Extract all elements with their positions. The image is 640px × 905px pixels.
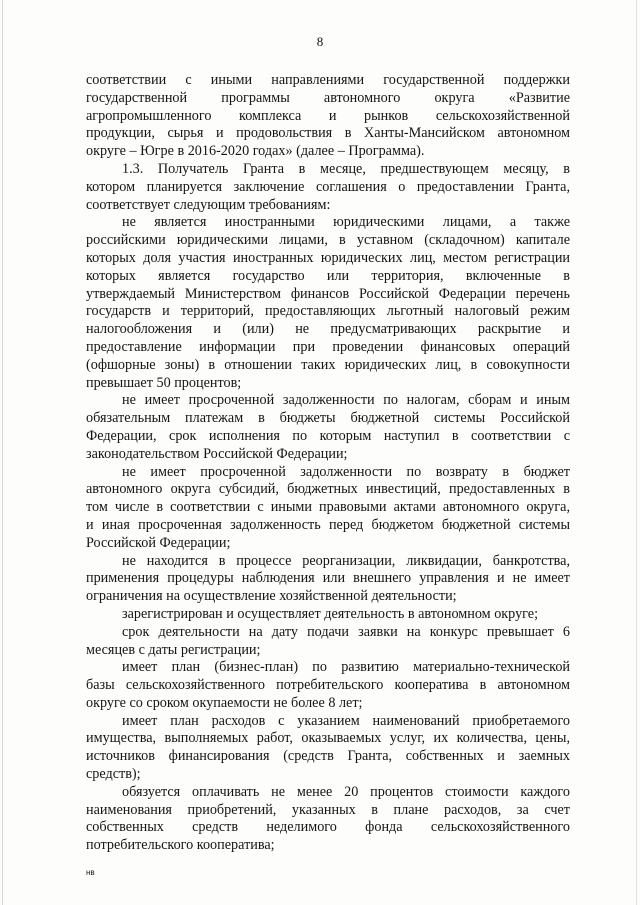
text-line: обязательным платежам в бюджеты бюджетной системы Российской <box>86 410 570 427</box>
text-line: Российской Федерации; <box>86 534 231 551</box>
text-line: округе – Югре в 2016-2020 годах» (далее – Программа). <box>86 143 425 160</box>
text-line: не имеет просроченной задолженности по возврату в бюджет <box>122 463 570 480</box>
paragraph <box>86 713 570 784</box>
paragraph <box>86 553 570 606</box>
page-number: 8 <box>316 34 324 49</box>
text-line: агропромышленного комплекса и рынков сельскохозяйственной <box>86 107 570 124</box>
text-line: не имеет просроченной задолженности по налогам, сборам и иным <box>122 392 570 409</box>
text-line: не находится в процессе реорганизации, ликвидации, банкротства, <box>122 552 570 569</box>
document-body <box>86 72 570 855</box>
text-line: округе со сроком окупаемости не более 8 лет; <box>86 694 363 711</box>
text-line: имеет план (бизнес-план) по развитию материально-технической <box>122 659 570 676</box>
text-line: Федерации, срок исполнения по которым наступил в соответствии с <box>86 427 570 444</box>
text-line: продукции, сырья и продовольствия в Ханты-Мансийском автономном <box>86 125 570 142</box>
text-line: государственной программы автономного округа «Развитие <box>86 89 570 106</box>
text-line: ограничения на осуществление хозяйственной деятельности; <box>86 588 457 605</box>
text-line: срок деятельности на дату подачи заявки на конкурс превышает 6 <box>122 623 570 640</box>
text-line: превышает 50 процентов; <box>86 374 242 391</box>
paragraph <box>86 214 570 392</box>
text-line: месяцев с даты регистрации; <box>86 641 261 658</box>
text-line: соответствует следующим требованиям: <box>86 196 331 213</box>
paragraph <box>86 464 570 553</box>
text-line: наименования приобретений, указанных в плане расходов, за счет <box>86 801 570 818</box>
text-line: утверждаемый Министерством финансов Российской Федерации перечень <box>86 285 570 302</box>
text-line: базы сельскохозяйственного потребительского кооператива в автономном <box>86 677 570 694</box>
text-line: государств и территорий, предоставляющих льготный налоговый режим <box>86 303 570 320</box>
paragraph <box>86 606 570 624</box>
paragraph <box>86 392 570 463</box>
text-line: которых доля участия иностранных юридических лиц, местом регистрации <box>86 249 570 266</box>
paragraph <box>86 659 570 712</box>
text-line: российскими юридическими лицами, в уставном (складочном) капитале <box>86 232 570 249</box>
text-line: собственных средств неделимого фонда сельскохозяйственного <box>86 819 570 836</box>
text-line: имеет план расходов с указанием наименований приобретаемого <box>122 712 570 729</box>
text-line: 1.3. Получатель Гранта в месяце, предшествующем месяцу, в <box>122 160 570 177</box>
text-line: которых является государство или территория, включенные в <box>86 267 570 284</box>
text-line: обязуется оплачивать не менее 20 процентов стоимости каждого <box>122 783 570 800</box>
text-line: потребительского кооператива; <box>86 837 275 854</box>
text-line: налогообложения и (или) не предусматривающих раскрытие и <box>86 321 570 338</box>
text-line: средств); <box>86 766 141 783</box>
text-line: котором планируется заключение соглашения о предоставлении Гранта, <box>86 178 570 195</box>
text-line: предоставление информации при проведении финансовых операций <box>86 338 570 355</box>
scan-edge-right <box>636 0 637 905</box>
text-line: соответствии с иными направлениями государственной поддержки <box>86 72 570 88</box>
text-line: зарегистрирован и осуществляет деятельность в автономном округе; <box>122 605 539 622</box>
text-line: законодательством Российской Федерации; <box>86 445 348 462</box>
scan-edge-left <box>2 0 3 905</box>
paragraph <box>86 161 570 214</box>
paragraph <box>86 72 570 161</box>
text-line: имущества, выполняемых работ, оказываемых услуг, их количества, цены, <box>86 730 570 747</box>
footer-mark: нв <box>86 868 95 877</box>
text-line: применения процедуры наблюдения или внешнего управления и не имеет <box>86 570 570 587</box>
text-line: автономного округа субсидий, бюджетных инвестиций, предоставленных в <box>86 481 570 498</box>
text-line: (офшорные зоны) в отношении таких юридических лиц, в совокупности <box>86 356 570 373</box>
text-line: том числе в соответствии с иными правовыми актами автономного округа, <box>86 499 570 516</box>
paragraph <box>86 784 570 855</box>
text-line: источников финансирования (средств Гранта, собственных и заемных <box>86 748 570 765</box>
paragraph <box>86 624 570 660</box>
text-line: не является иностранными юридическими лицами, а также <box>122 214 570 231</box>
text-line: и иная просроченная задолженность перед бюджетом бюджетной системы <box>86 516 570 533</box>
